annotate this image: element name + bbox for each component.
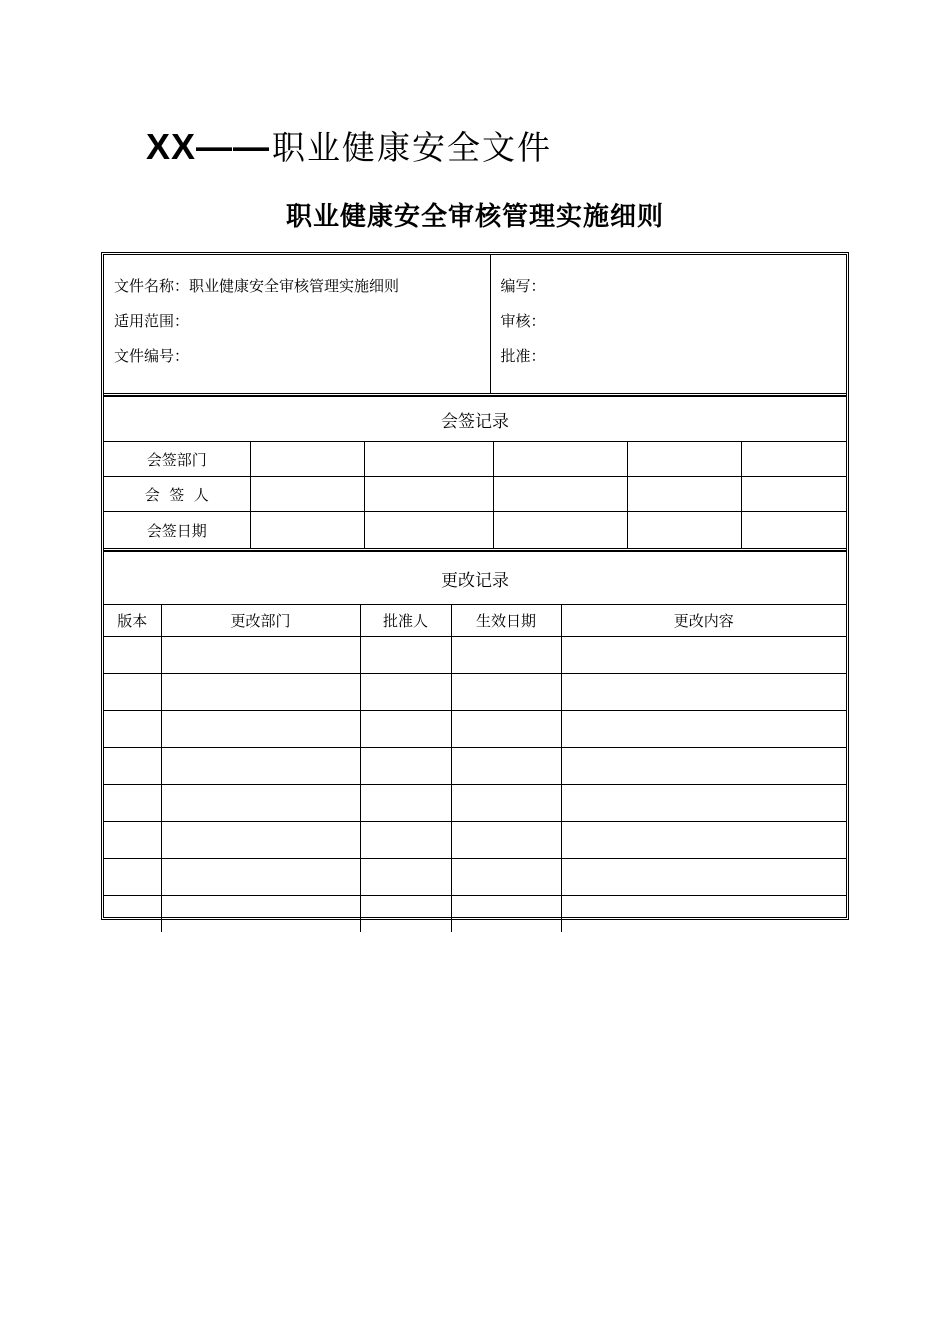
table-cell[interactable]: [360, 637, 451, 674]
column-header-effective-date: 生效日期: [451, 605, 561, 637]
table-cell[interactable]: [161, 674, 360, 711]
table-cell[interactable]: [561, 748, 846, 785]
file-number-label: 文件编号：: [114, 347, 190, 365]
signoff-cell[interactable]: [250, 512, 364, 550]
signoff-cell[interactable]: [493, 512, 627, 550]
signoff-table: [104, 396, 846, 551]
table-cell[interactable]: [451, 896, 561, 933]
file-name-label: 文件名称：: [114, 277, 190, 295]
signoff-cell[interactable]: [741, 442, 846, 477]
table-cell[interactable]: [104, 896, 161, 933]
signoff-cell[interactable]: [627, 512, 741, 550]
table-cell[interactable]: [360, 896, 451, 933]
table-cell[interactable]: [451, 822, 561, 859]
table-cell[interactable]: [360, 785, 451, 822]
document-header: [146, 122, 552, 172]
reviewer-line: [501, 304, 847, 339]
info-table: [104, 255, 846, 396]
table-cell[interactable]: [161, 748, 360, 785]
table-cell[interactable]: [451, 859, 561, 896]
signoff-cell[interactable]: [627, 442, 741, 477]
table-cell[interactable]: [161, 785, 360, 822]
author-line: [501, 269, 847, 304]
table-cell[interactable]: [360, 674, 451, 711]
table-cell[interactable]: [561, 896, 846, 933]
signoff-cell[interactable]: [741, 477, 846, 512]
change-header-row: [104, 605, 846, 637]
document-form: [101, 252, 849, 920]
table-cell[interactable]: [104, 785, 161, 822]
file-number-line: [114, 339, 490, 374]
table-row: [104, 785, 846, 822]
table-row: [104, 711, 846, 748]
table-cell[interactable]: [104, 674, 161, 711]
approver-label: 批准：: [500, 347, 546, 365]
table-row: [104, 637, 846, 674]
table-cell[interactable]: [161, 859, 360, 896]
table-cell[interactable]: [451, 674, 561, 711]
signoff-cell[interactable]: [627, 477, 741, 512]
table-cell[interactable]: [104, 822, 161, 859]
signoff-cell[interactable]: [364, 442, 493, 477]
table-cell[interactable]: [104, 748, 161, 785]
table-cell[interactable]: [561, 637, 846, 674]
table-cell[interactable]: [161, 822, 360, 859]
file-name-value[interactable]: 职业健康安全审核管理实施细则: [189, 277, 400, 295]
table-row: [104, 748, 846, 785]
change-record-table: [104, 551, 846, 932]
table-cell[interactable]: [360, 711, 451, 748]
table-cell[interactable]: [360, 748, 451, 785]
organization-name: XX——: [146, 126, 271, 167]
table-cell[interactable]: [161, 896, 360, 933]
table-cell[interactable]: [104, 859, 161, 896]
signoff-row-department: [104, 442, 846, 477]
signoff-row-label: 会签部门: [104, 442, 250, 477]
author-label: 编写：: [500, 277, 546, 295]
scope-line: [114, 304, 490, 339]
column-header-department: 更改部门: [161, 605, 360, 637]
signoff-cell[interactable]: [364, 512, 493, 550]
document-title: 职业健康安全审核管理实施细则: [285, 202, 664, 232]
signoff-section-title: 会签记录: [104, 397, 846, 442]
scope-label: 适用范围：: [114, 312, 190, 330]
file-info-cell: [104, 255, 490, 395]
table-cell[interactable]: [161, 711, 360, 748]
table-cell[interactable]: [360, 859, 451, 896]
column-header-approver: 批准人: [360, 605, 451, 637]
signoff-row-signer: [104, 477, 846, 512]
table-cell[interactable]: [561, 822, 846, 859]
table-cell[interactable]: [360, 822, 451, 859]
table-cell[interactable]: [104, 637, 161, 674]
signoff-cell[interactable]: [493, 442, 627, 477]
table-cell[interactable]: [561, 859, 846, 896]
signoff-row-label: 会签日期: [104, 512, 250, 550]
table-row: [104, 896, 846, 933]
table-cell[interactable]: [561, 711, 846, 748]
table-cell[interactable]: [561, 674, 846, 711]
reviewer-label: 审核：: [500, 312, 546, 330]
column-header-version: 版本: [104, 605, 161, 637]
table-cell[interactable]: [451, 785, 561, 822]
approval-info-cell: [490, 255, 846, 395]
signoff-row-date: [104, 512, 846, 550]
signoff-cell[interactable]: [250, 442, 364, 477]
table-cell[interactable]: [161, 637, 360, 674]
column-header-content: 更改内容: [561, 605, 846, 637]
signoff-cell[interactable]: [250, 477, 364, 512]
table-cell[interactable]: [451, 637, 561, 674]
table-row: [104, 822, 846, 859]
signoff-cell[interactable]: [493, 477, 627, 512]
change-section-title: 更改记录: [104, 552, 846, 605]
table-cell[interactable]: [561, 785, 846, 822]
table-row: [104, 859, 846, 896]
signoff-cell[interactable]: [364, 477, 493, 512]
signoff-cell[interactable]: [741, 512, 846, 550]
table-cell[interactable]: [451, 711, 561, 748]
table-cell[interactable]: [104, 711, 161, 748]
table-cell[interactable]: [451, 748, 561, 785]
approver-line: [501, 339, 847, 374]
file-name-line: [114, 269, 490, 304]
document-type: 职业健康安全文件: [272, 128, 553, 167]
table-row: [104, 674, 846, 711]
signoff-row-label: 会 签 人: [104, 477, 250, 512]
